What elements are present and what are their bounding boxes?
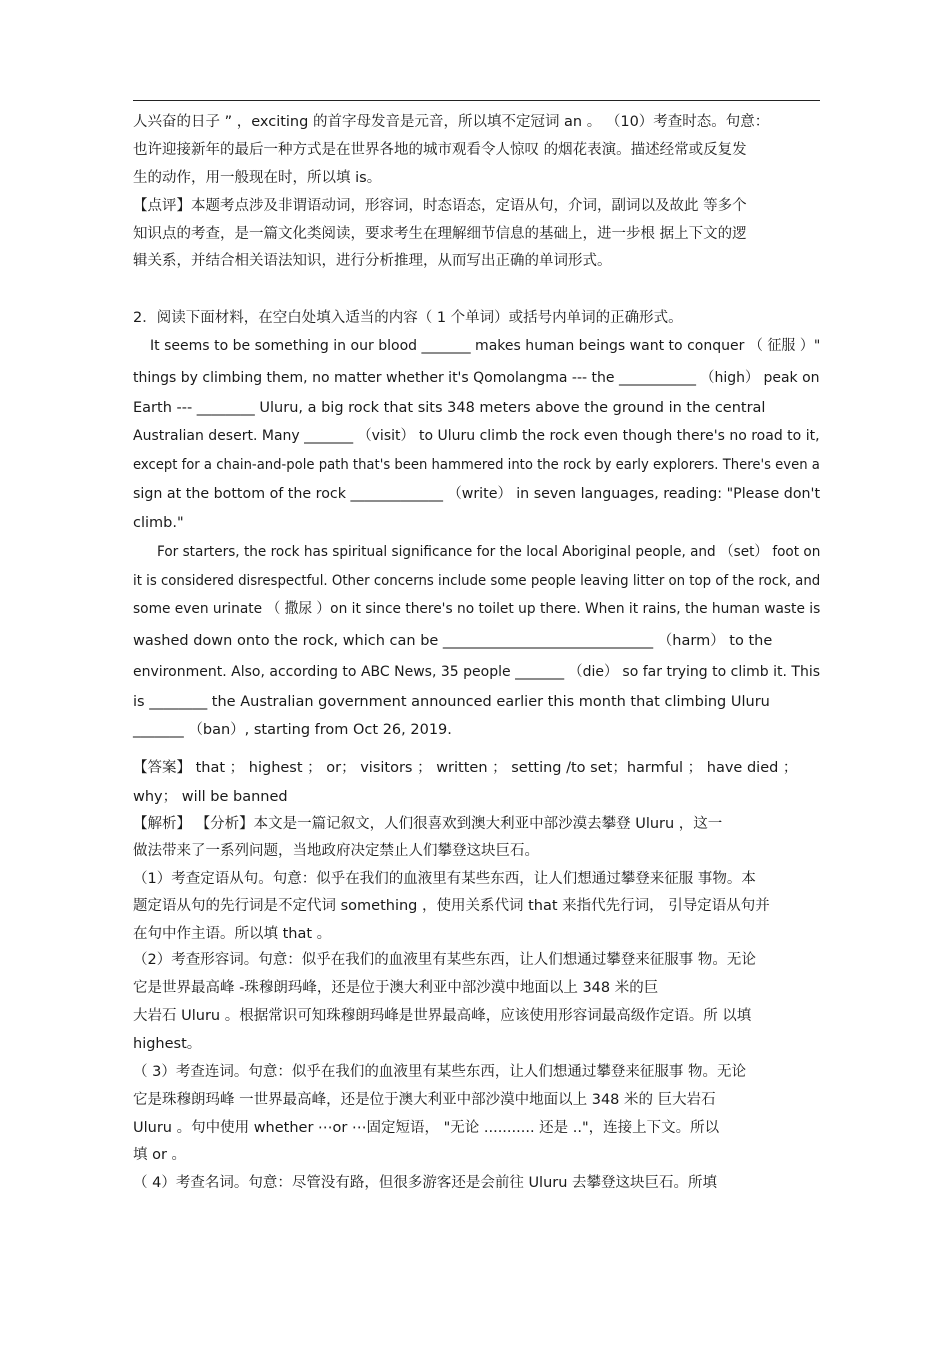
text-line: 【点评】本题考点涉及非谓语动词，形容词，时态语态，定语从句，介词，副词以及故此 等多个 <box>133 198 747 214</box>
text-line: is ________ the Australian government announced earlier this month that climbing Uluru <box>133 694 770 710</box>
text-line: Earth --- ________ Uluru, a big rock that sits 348 meters above the ground in the central <box>133 400 766 416</box>
text-line: 做法带来了一系列问题，当地政府决定禁止人们攀登这块巨石。 <box>133 843 539 859</box>
text-line: 人兴奋的日子 ” ，exciting 的首字母发音是元音，所以填不定冠词 an 。 （10）考查时态。句意： <box>133 114 770 130</box>
text-line: 题定语从句的先行词是不定代词 something ，使用关系代词 that 来指代先行词， 引导定语从句并 <box>133 898 770 914</box>
text-line: _______ （ban）, starting from Oct 26, 2019. <box>133 722 452 738</box>
text-line: It seems to be something in our blood _______ makes human beings want to conquer （ 征服 ）" <box>150 338 821 354</box>
text-line: （1）考查定语从句。句意：似乎在我们的血液里有某些东西，让人们想通过攀登来征服 事物。本 <box>133 871 756 887</box>
text-line: （ 4）考查名词。句意：尽管没有路，但很多游客还是会前往 Uluru 去攀登这块巨石。所填 <box>133 1175 718 1191</box>
text-line: Uluru 。句中使用 whether ⋯or ⋯固定短语， "无论 ........... 还是 .."，连接上下文。所以 <box>133 1120 720 1136</box>
text-line: things by climbing them, no matter whether it's Qomolangma --- the ___________ （high） peak on <box>133 370 820 386</box>
text-line: 它是世界最高峰 -珠穆朗玛峰，还是位于澳大利亚中部沙漠中地面以上 348 米的巨 <box>133 980 659 996</box>
text-line: Australian desert. Many _______ （visit） to Uluru climb the rock even though there's no road to it, <box>133 428 820 444</box>
text-line: 它是珠穆朗玛峰 一世界最高峰，还是位于澳大利亚中部沙漠中地面以上 348 米的 巨大岩石 <box>133 1092 716 1108</box>
header-rule <box>133 100 820 101</box>
text-line: 在句中作主语。所以填 that 。 <box>133 926 332 942</box>
text-line: 大岩石 Uluru 。根据常识可知珠穆朗玛峰是世界最高峰，应该使用形容词最高级作定语。所 以填 <box>133 1008 752 1024</box>
text-line: why； will be banned <box>133 789 288 805</box>
text-line: 【解析】 【分析】本文是一篇记叙文，人们很喜欢到澳大利亚中部沙漠去攀登 Uluru ，这一 <box>133 816 723 832</box>
text-line: some even urinate （ 撒尿 ）on it since there's no toilet up there. When it rains, the human waste is <box>133 601 821 617</box>
text-line: climb." <box>133 515 184 531</box>
text-line: （2）考查形容词。句意：似乎在我们的血液里有某些东西，让人们想通过攀登来征服事 物。无论 <box>133 952 756 968</box>
text-line: 【答案】 that ； highest ； or； visitors ； written ； setting /to set；harmful ； have died ； <box>133 760 798 776</box>
text-line: it is considered disrespectful. Other concerns include some people leaving litter on top of the rock, and <box>133 573 821 589</box>
text-line: highest。 <box>133 1036 202 1052</box>
text-line: 填 or 。 <box>133 1147 187 1163</box>
text-line: except for a chain-and-pole path that's been hammered into the rock by early explorers. There's even a <box>133 457 820 473</box>
text-line: 辑关系，并结合相关语法知识，进行分析推理，从而写出正确的单词形式。 <box>133 253 612 269</box>
text-line: environment. Also, according to ABC News, 35 people _______ （die） so far trying to climb it. This <box>133 664 821 680</box>
text-line: For starters, the rock has spiritual significance for the local Aboriginal people, and （set） foot on <box>157 544 821 560</box>
text-line: 知识点的考查，是一篇文化类阅读，要求考生在理解细节信息的基础上，进一步根 据上下文的逻 <box>133 226 747 242</box>
text-line: 也许迎接新年的最后一种方式是在世界各地的城市观看令人惊叹 的烟花表演。描述经常或反复发 <box>133 142 747 158</box>
text-line: sign at the bottom of the rock _____________ （write） in seven languages, reading: "Please don't <box>133 486 821 502</box>
text-line: 生的动作，用一般现在时，所以填 is。 <box>133 170 382 186</box>
text-line: （ 3）考查连词。句意：似乎在我们的血液里有某些东西，让人们想通过攀登来征服事 物。无论 <box>133 1064 746 1080</box>
text-line: washed down onto the rock, which can be _____________________________ （harm） to the <box>133 633 773 649</box>
text-line: 2．阅读下面材料，在空白处填入适当的内容（ 1 个单词）或括号内单词的正确形式。 <box>133 310 683 326</box>
